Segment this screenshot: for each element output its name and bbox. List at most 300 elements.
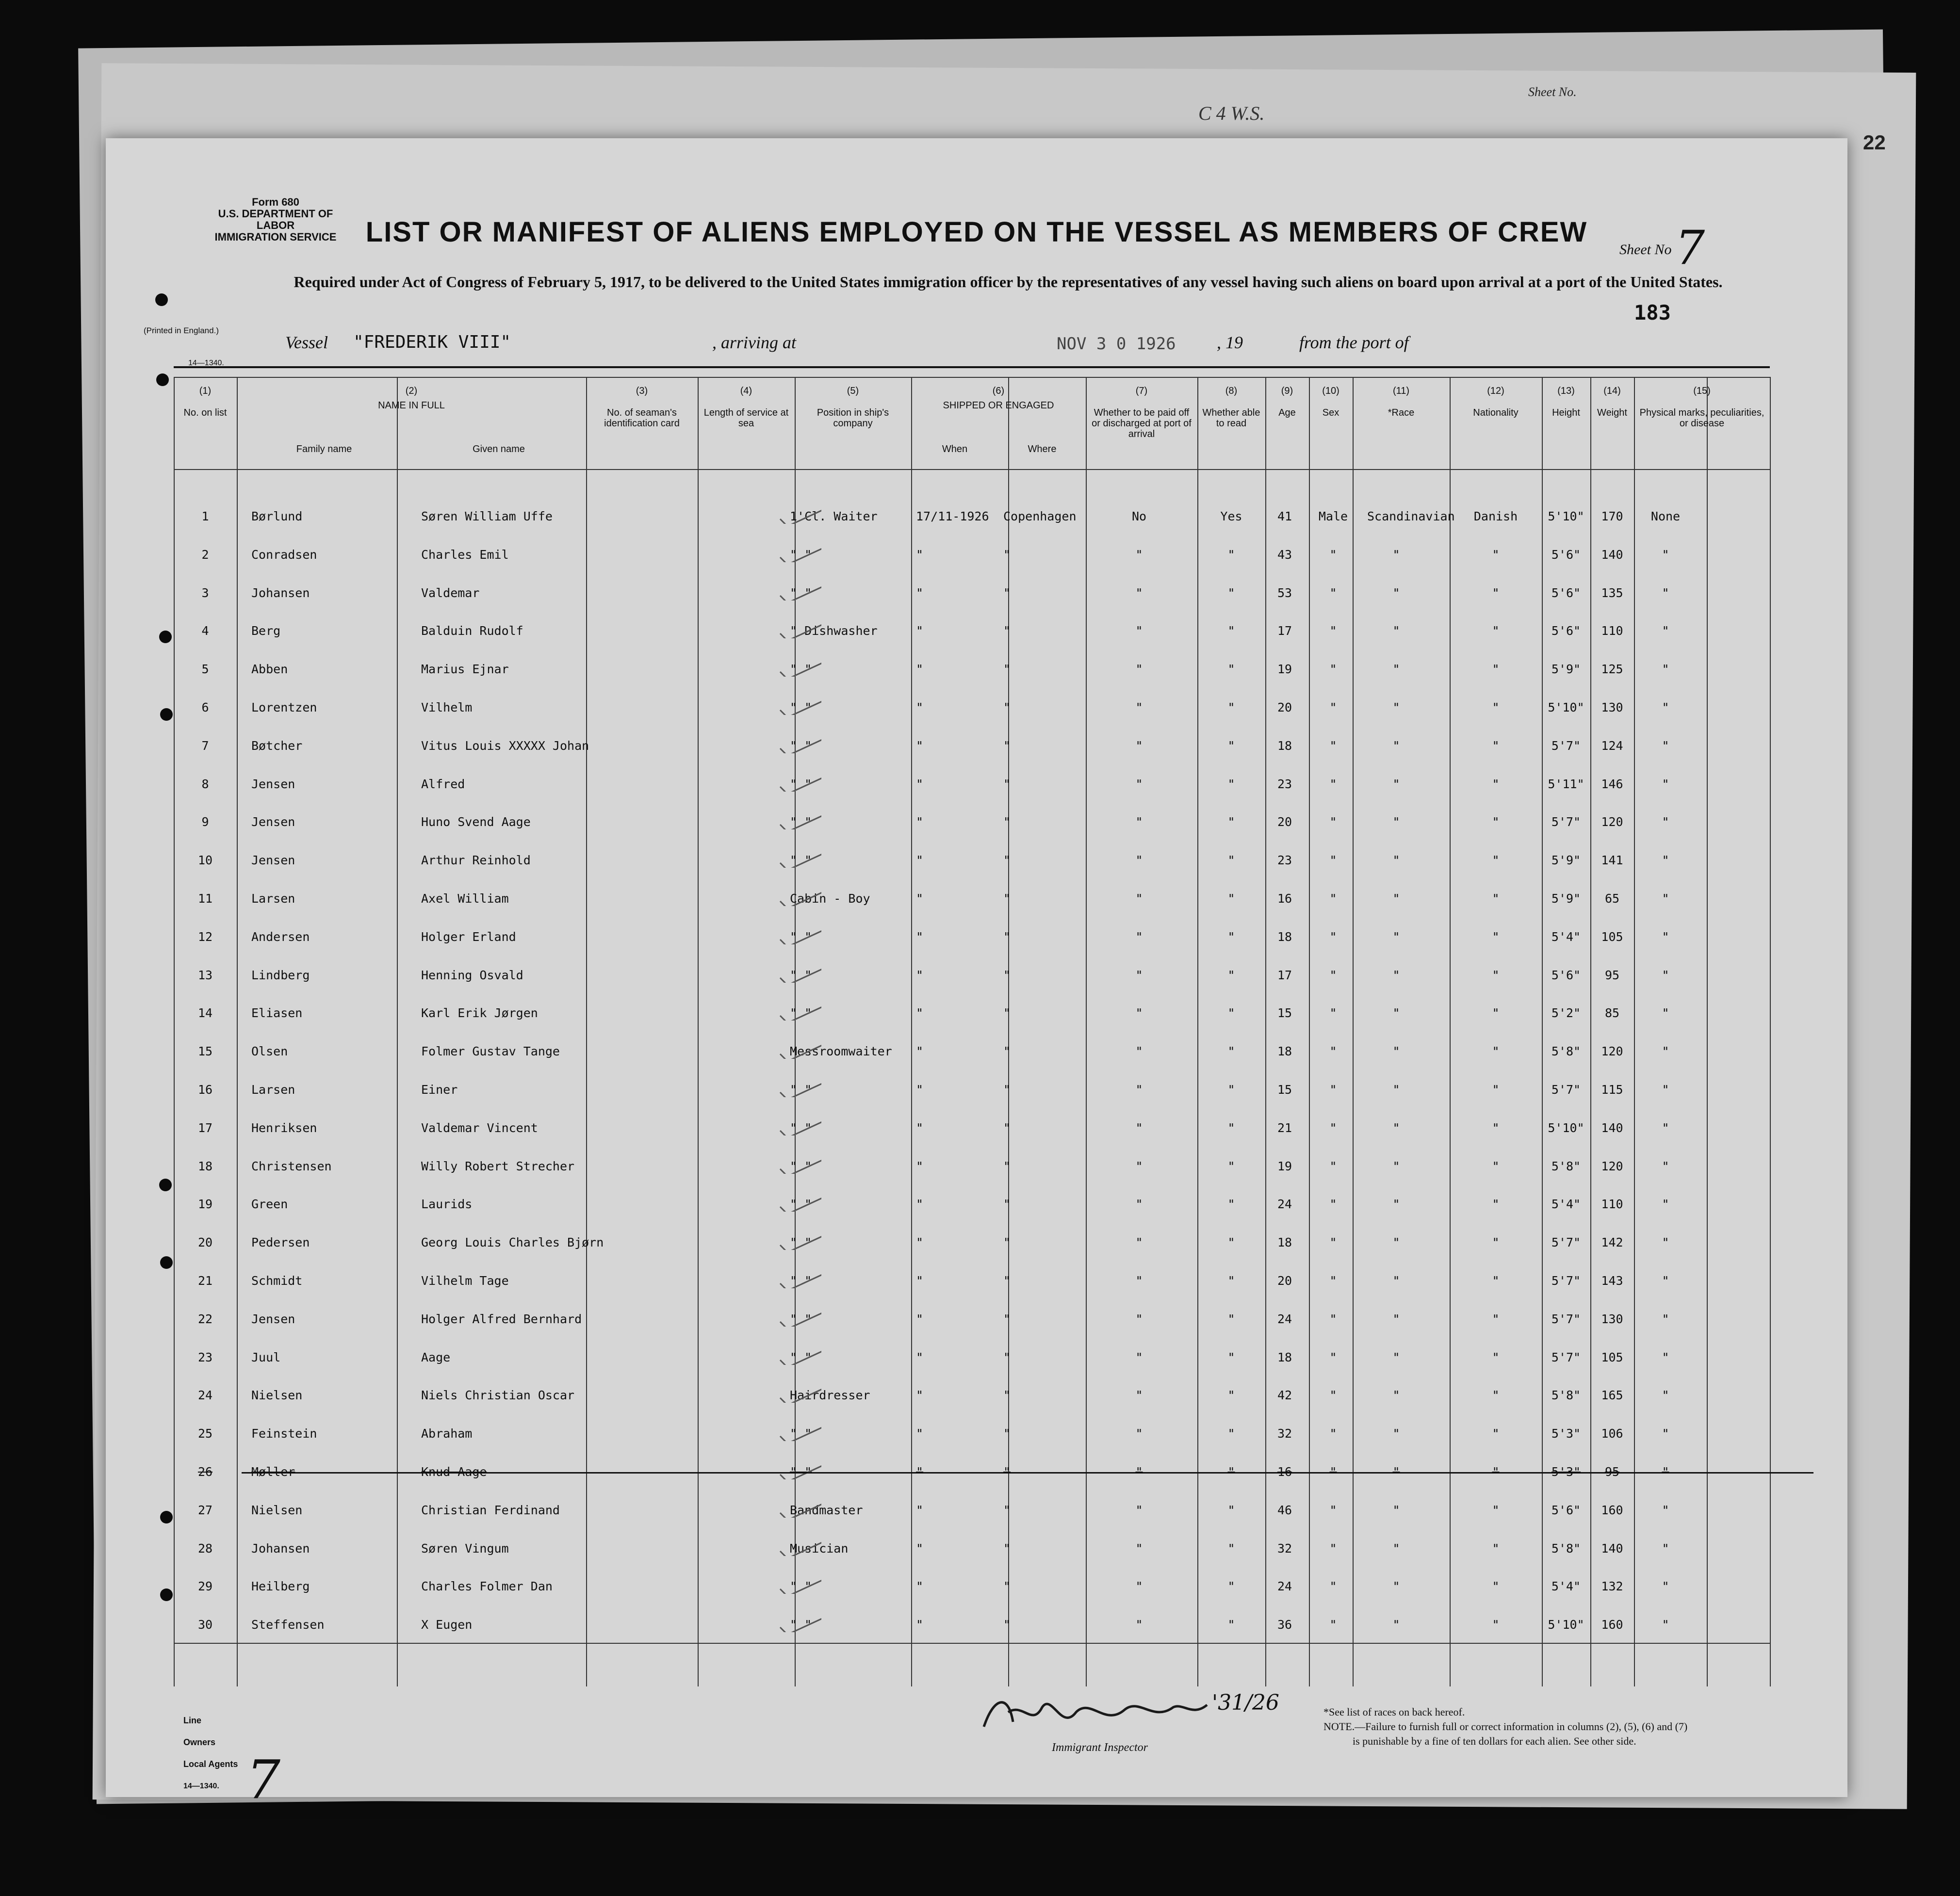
cell-read: " bbox=[1227, 1006, 1235, 1021]
cell-weight: 106 bbox=[1601, 1426, 1623, 1441]
cell-height: 5'4" bbox=[1551, 1579, 1581, 1594]
cell-height: 5'4" bbox=[1551, 929, 1581, 944]
cell-position: " " bbox=[790, 1618, 812, 1632]
cell-marks: " bbox=[1662, 662, 1669, 677]
cell-race: " bbox=[1392, 1618, 1400, 1632]
check-mark-icon bbox=[778, 1603, 821, 1632]
cell-given: Vilhelm bbox=[421, 700, 473, 714]
cell-weight: 110 bbox=[1601, 624, 1623, 638]
cell-read: " bbox=[1227, 1579, 1235, 1594]
cell-given: Henning Osvald bbox=[421, 968, 523, 982]
cell-nat: " bbox=[1492, 624, 1500, 638]
check-mark-icon bbox=[778, 1183, 821, 1212]
cell-race: " bbox=[1392, 1426, 1400, 1441]
cell-where: " bbox=[1003, 815, 1011, 829]
check-mark-stroke bbox=[780, 1262, 821, 1288]
col-border bbox=[174, 377, 175, 1686]
punch-hole bbox=[160, 1511, 173, 1523]
cell-age: 15 bbox=[1277, 1006, 1292, 1021]
col-border bbox=[1634, 377, 1635, 1686]
cell-age: 24 bbox=[1277, 1197, 1292, 1212]
cell-read: " bbox=[1227, 738, 1235, 753]
cell-position: " " bbox=[790, 700, 812, 714]
check-mark-icon bbox=[778, 1527, 821, 1556]
check-mark-icon bbox=[778, 1450, 821, 1479]
cell-no: 15 bbox=[197, 1044, 213, 1059]
cell-position: 1'Cl. Waiter bbox=[790, 509, 878, 523]
cell-marks: None bbox=[1650, 509, 1681, 523]
cell-given: Willy Robert Strecher bbox=[421, 1159, 575, 1173]
cell-height: 5'10" bbox=[1548, 509, 1584, 523]
cell-given: Holger Erland bbox=[421, 929, 516, 944]
cell-age: 42 bbox=[1277, 1388, 1292, 1403]
cell-when: " bbox=[916, 1503, 924, 1517]
cell-sex: " bbox=[1329, 777, 1337, 791]
cell-no: 2 bbox=[201, 547, 209, 562]
cell-position: " " bbox=[790, 585, 812, 600]
cell-family: Johansen bbox=[251, 585, 310, 600]
cell-race: Scandinavian bbox=[1367, 509, 1455, 523]
cell-marks: " bbox=[1662, 1503, 1669, 1517]
cell-position: " " bbox=[790, 968, 812, 982]
column-header: Length of service at sea bbox=[703, 407, 789, 429]
check-mark-icon bbox=[778, 954, 821, 983]
check-mark-icon bbox=[778, 915, 821, 944]
cell-family: Nielsen bbox=[251, 1503, 303, 1517]
cell-marks: " bbox=[1662, 777, 1669, 791]
cell-nat: " bbox=[1492, 1120, 1500, 1135]
cell-weight: 120 bbox=[1601, 1044, 1623, 1059]
cell-paid: " bbox=[1135, 1618, 1143, 1632]
cell-read: " bbox=[1227, 891, 1235, 906]
column-header: Nationality bbox=[1473, 407, 1519, 418]
cell-age: 17 bbox=[1277, 624, 1292, 638]
col-border bbox=[698, 377, 699, 1686]
cell-nat: " bbox=[1492, 738, 1500, 753]
cell-given: Einer bbox=[421, 1083, 458, 1097]
cell-where: " bbox=[1003, 968, 1011, 982]
cell-no: 24 bbox=[197, 1388, 213, 1403]
cell-paid: " bbox=[1135, 1006, 1143, 1021]
cell-weight: 160 bbox=[1601, 1503, 1623, 1517]
cell-no: 5 bbox=[201, 662, 209, 677]
cell-weight: 160 bbox=[1601, 1618, 1623, 1632]
cell-family: Jensen bbox=[251, 777, 295, 791]
cell-read: " bbox=[1227, 968, 1235, 982]
cell-position: " " bbox=[790, 1235, 812, 1250]
cell-no: 26 bbox=[197, 1465, 213, 1479]
cell-race: " bbox=[1392, 1083, 1400, 1097]
check-mark-icon bbox=[778, 1106, 821, 1135]
col-border bbox=[1770, 377, 1771, 1686]
cell-marks: " bbox=[1662, 700, 1669, 714]
cell-marks: " bbox=[1662, 1006, 1669, 1021]
cell-when: " bbox=[916, 1426, 924, 1441]
cell-family: Berg bbox=[251, 624, 281, 638]
cell-age: 20 bbox=[1277, 700, 1292, 714]
cell-race: " bbox=[1392, 853, 1400, 868]
cell-position: " " bbox=[790, 1274, 812, 1288]
cell-sex: " bbox=[1329, 1388, 1337, 1403]
cell-where: " bbox=[1003, 1350, 1011, 1364]
check-mark-stroke bbox=[780, 1414, 821, 1441]
cell-sex: " bbox=[1329, 1579, 1337, 1594]
cell-nat: " bbox=[1492, 815, 1500, 829]
cell-family: Børlund bbox=[251, 509, 303, 523]
cell-paid: " bbox=[1135, 1044, 1143, 1059]
cell-nat: " bbox=[1492, 853, 1500, 868]
cell-family: Steffensen bbox=[251, 1618, 325, 1632]
cell-nat: " bbox=[1492, 1618, 1500, 1632]
cell-sex: " bbox=[1329, 700, 1337, 714]
check-mark-stroke bbox=[780, 803, 821, 829]
cell-when: " bbox=[916, 1618, 924, 1632]
cell-age: 46 bbox=[1277, 1503, 1292, 1517]
cell-no: 12 bbox=[197, 929, 213, 944]
check-mark-stroke bbox=[780, 1453, 821, 1479]
cell-given: Axel William bbox=[421, 891, 509, 906]
check-mark-stroke bbox=[780, 1605, 821, 1632]
signature-date: '31/26 bbox=[1212, 1690, 1279, 1715]
cell-race: " bbox=[1392, 585, 1400, 600]
cell-paid: " bbox=[1135, 1579, 1143, 1594]
cell-position: " " bbox=[790, 815, 812, 829]
cell-paid: " bbox=[1135, 1465, 1143, 1479]
cell-where: " bbox=[1003, 1120, 1011, 1135]
date-stamp: NOV 3 0 1926 bbox=[1057, 334, 1176, 354]
cell-marks: " bbox=[1662, 968, 1669, 982]
cell-age: 16 bbox=[1277, 891, 1292, 906]
cell-where: " bbox=[1003, 1426, 1011, 1441]
footer-labels bbox=[183, 1710, 238, 1797]
cell-no: 3 bbox=[201, 585, 209, 600]
col-border bbox=[397, 377, 398, 1686]
cell-given: Charles Emil bbox=[421, 547, 509, 562]
cell-height: 5'9" bbox=[1551, 853, 1581, 868]
cell-where: " bbox=[1003, 1159, 1011, 1173]
cell-weight: 130 bbox=[1601, 1312, 1623, 1326]
cell-position: Messroomwaiter bbox=[790, 1044, 892, 1059]
col-border bbox=[1542, 377, 1543, 1686]
cell-where: " bbox=[1003, 929, 1011, 944]
column-number: (12) bbox=[1487, 386, 1504, 396]
check-mark-stroke bbox=[780, 688, 821, 715]
check-mark-stroke bbox=[780, 841, 821, 868]
cell-read: " bbox=[1227, 815, 1235, 829]
cell-given: Arthur Reinhold bbox=[421, 853, 531, 868]
cell-weight: 143 bbox=[1601, 1274, 1623, 1288]
cell-height: 5'8" bbox=[1551, 1541, 1581, 1556]
cell-position: " " bbox=[790, 662, 812, 677]
cell-marks: " bbox=[1662, 1120, 1669, 1135]
col-border bbox=[586, 377, 587, 1686]
cell-when: " bbox=[916, 853, 924, 868]
check-mark-icon bbox=[778, 686, 821, 715]
department-name: U.S. DEPARTMENT OF LABOR bbox=[218, 208, 333, 231]
col-border bbox=[1008, 377, 1009, 1686]
cell-given: Christian Ferdinand bbox=[421, 1503, 560, 1517]
cell-family: Jensen bbox=[251, 1312, 295, 1326]
cell-paid: " bbox=[1135, 891, 1143, 906]
cell-paid: " bbox=[1135, 929, 1143, 944]
cell-read: " bbox=[1227, 777, 1235, 791]
cell-given: Søren Vingum bbox=[421, 1541, 509, 1556]
check-mark-icon bbox=[778, 571, 821, 600]
cell-where: " bbox=[1003, 1312, 1011, 1326]
cell-weight: 105 bbox=[1601, 929, 1623, 944]
cell-where: " bbox=[1003, 853, 1011, 868]
cell-paid: " bbox=[1135, 1274, 1143, 1288]
cell-where: " bbox=[1003, 1235, 1011, 1250]
cell-position: " Dishwasher bbox=[790, 624, 878, 638]
cell-marks: " bbox=[1662, 1044, 1669, 1059]
column-number: (8) bbox=[1225, 386, 1238, 396]
cell-family: Heilberg bbox=[251, 1579, 310, 1594]
column-header: Whether able to read bbox=[1202, 407, 1260, 429]
column-number: (11) bbox=[1392, 386, 1410, 396]
cell-where: " bbox=[1003, 1274, 1011, 1288]
cell-height: 5'8" bbox=[1551, 1159, 1581, 1173]
cell-no: 27 bbox=[197, 1503, 213, 1517]
cell-position: " " bbox=[790, 1350, 812, 1364]
cell-age: 18 bbox=[1277, 929, 1292, 944]
cell-position: " " bbox=[790, 1159, 812, 1173]
cell-no: 21 bbox=[197, 1274, 213, 1288]
cell-where: " bbox=[1003, 1541, 1011, 1556]
cell-given: Holger Alfred Bernhard bbox=[421, 1312, 582, 1326]
printed-in-label: (Printed in England.) bbox=[144, 326, 219, 335]
check-mark-icon bbox=[778, 1068, 821, 1097]
cell-no: 18 bbox=[197, 1159, 213, 1173]
check-mark-stroke bbox=[780, 1147, 821, 1174]
cell-read: " bbox=[1227, 1312, 1235, 1326]
cell-sex: " bbox=[1329, 1159, 1337, 1173]
col-border bbox=[911, 377, 912, 1686]
cell-paid: " bbox=[1135, 1197, 1143, 1212]
cell-no: 30 bbox=[197, 1618, 213, 1632]
cell-weight: 140 bbox=[1601, 1541, 1623, 1556]
cell-marks: " bbox=[1662, 1312, 1669, 1326]
cell-weight: 130 bbox=[1601, 700, 1623, 714]
cell-marks: " bbox=[1662, 815, 1669, 829]
top-sheet-label: Sheet No. bbox=[1528, 85, 1577, 99]
footer-handwritten-number: 7 bbox=[246, 1749, 280, 1811]
cell-no: 29 bbox=[197, 1579, 213, 1594]
cell-sex: " bbox=[1329, 1426, 1337, 1441]
cell-marks: " bbox=[1662, 891, 1669, 906]
cell-position: " " bbox=[790, 929, 812, 944]
cell-age: 18 bbox=[1277, 1044, 1292, 1059]
owners-label: Owners bbox=[183, 1737, 216, 1747]
cell-family: Jensen bbox=[251, 853, 295, 868]
cell-no: 20 bbox=[197, 1235, 213, 1250]
cell-read: " bbox=[1227, 624, 1235, 638]
cell-where: " bbox=[1003, 1465, 1011, 1479]
cell-nat: " bbox=[1492, 1503, 1500, 1517]
column-header: Height bbox=[1552, 407, 1580, 418]
cell-height: 5'4" bbox=[1551, 1197, 1581, 1212]
cell-read: " bbox=[1227, 1120, 1235, 1135]
column-header: Whether to be paid off or discharged at port of arrival bbox=[1092, 407, 1192, 439]
check-mark-stroke bbox=[780, 956, 821, 983]
check-mark-stroke bbox=[780, 1185, 821, 1212]
cell-read: " bbox=[1227, 547, 1235, 562]
cell-when: " bbox=[916, 777, 924, 791]
cell-height: 5'9" bbox=[1551, 662, 1581, 677]
check-mark-stroke bbox=[780, 650, 821, 677]
row-border bbox=[174, 377, 1770, 378]
service-name: IMMIGRATION SERVICE bbox=[214, 231, 337, 243]
cell-position: Musician bbox=[790, 1541, 849, 1556]
cell-paid: " bbox=[1135, 547, 1143, 562]
cell-no: 8 bbox=[201, 777, 209, 791]
cell-read: " bbox=[1227, 929, 1235, 944]
cell-sex: " bbox=[1329, 1235, 1337, 1250]
col-border bbox=[1450, 377, 1451, 1686]
cell-height: 5'8" bbox=[1551, 1044, 1581, 1059]
cell-sex: " bbox=[1329, 1350, 1337, 1364]
cell-paid: " bbox=[1135, 1388, 1143, 1403]
column-header: Physical marks, peculiarities, or disease bbox=[1639, 407, 1764, 429]
check-mark-stroke bbox=[780, 1567, 821, 1594]
cell-nat: " bbox=[1492, 1426, 1500, 1441]
cell-age: 24 bbox=[1277, 1312, 1292, 1326]
cell-marks: " bbox=[1662, 1465, 1669, 1479]
cell-when: " bbox=[916, 929, 924, 944]
local-agents-label: Local Agents bbox=[183, 1759, 238, 1769]
cell-race: " bbox=[1392, 738, 1400, 753]
cell-family: Feinstein bbox=[251, 1426, 317, 1441]
cell-weight: 110 bbox=[1601, 1197, 1623, 1212]
cell-position: Cabin - Boy bbox=[790, 891, 870, 906]
cell-read: " bbox=[1227, 1388, 1235, 1403]
cell-race: " bbox=[1392, 700, 1400, 714]
cell-sex: " bbox=[1329, 1120, 1337, 1135]
cell-nat: " bbox=[1492, 1235, 1500, 1250]
cell-no: 1 bbox=[201, 509, 209, 523]
cell-height: 5'6" bbox=[1551, 1503, 1581, 1517]
cell-where: " bbox=[1003, 624, 1011, 638]
column-number: (2) bbox=[405, 386, 418, 396]
check-mark-icon bbox=[778, 839, 821, 868]
cell-position: " " bbox=[790, 853, 812, 868]
cell-read: " bbox=[1227, 585, 1235, 600]
cell-nat: " bbox=[1492, 547, 1500, 562]
cell-weight: 65 bbox=[1604, 891, 1620, 906]
cell-paid: " bbox=[1135, 1503, 1143, 1517]
cell-read: " bbox=[1227, 1503, 1235, 1517]
column-header: *Race bbox=[1388, 407, 1415, 418]
punch-hole bbox=[159, 1179, 172, 1191]
cell-family: Andersen bbox=[251, 929, 310, 944]
cell-race: " bbox=[1392, 1235, 1400, 1250]
cell-paid: " bbox=[1135, 624, 1143, 638]
check-mark-icon bbox=[778, 648, 821, 677]
cell-height: 5'7" bbox=[1551, 1312, 1581, 1326]
cell-age: 19 bbox=[1277, 662, 1292, 677]
column-number: (6) bbox=[992, 386, 1005, 396]
column-number: (1) bbox=[199, 386, 212, 396]
cell-race: " bbox=[1392, 1541, 1400, 1556]
check-mark-icon bbox=[778, 1145, 821, 1174]
cell-age: 17 bbox=[1277, 968, 1292, 982]
cell-race: " bbox=[1392, 1579, 1400, 1594]
cell-nat: " bbox=[1492, 1197, 1500, 1212]
cell-weight: 105 bbox=[1601, 1350, 1623, 1364]
cell-when: " bbox=[916, 1197, 924, 1212]
cell-height: 5'10" bbox=[1548, 1618, 1584, 1632]
from-port-label: from the port of bbox=[1299, 333, 1409, 352]
cell-marks: " bbox=[1662, 1235, 1669, 1250]
footnote bbox=[1323, 1705, 1687, 1749]
cell-given: Laurids bbox=[421, 1197, 473, 1212]
cell-family: Green bbox=[251, 1197, 288, 1212]
cell-when: " bbox=[916, 1274, 924, 1288]
cell-family: Larsen bbox=[251, 1083, 295, 1097]
cell-age: 20 bbox=[1277, 1274, 1292, 1288]
cell-nat: " bbox=[1492, 1541, 1500, 1556]
cell-read: " bbox=[1227, 1274, 1235, 1288]
cell-height: 5'7" bbox=[1551, 1235, 1581, 1250]
cell-when: " bbox=[916, 1044, 924, 1059]
cell-marks: " bbox=[1662, 585, 1669, 600]
check-mark-icon bbox=[778, 1336, 821, 1365]
cell-race: " bbox=[1392, 624, 1400, 638]
check-mark-stroke bbox=[780, 727, 821, 753]
cell-where: " bbox=[1003, 891, 1011, 906]
cell-when: " bbox=[916, 891, 924, 906]
cell-nat: " bbox=[1492, 968, 1500, 982]
cell-nat: " bbox=[1492, 1083, 1500, 1097]
cell-age: 18 bbox=[1277, 738, 1292, 753]
check-mark-icon bbox=[778, 724, 821, 753]
cell-paid: " bbox=[1135, 1083, 1143, 1097]
cell-age: 15 bbox=[1277, 1083, 1292, 1097]
cell-where: " bbox=[1003, 700, 1011, 714]
cell-nat: " bbox=[1492, 929, 1500, 944]
cell-age: 20 bbox=[1277, 815, 1292, 829]
cell-sex: " bbox=[1329, 624, 1337, 638]
column-subheader: When bbox=[942, 444, 968, 454]
strike-line bbox=[242, 1472, 1813, 1474]
cell-marks: " bbox=[1662, 1274, 1669, 1288]
column-number: (4) bbox=[740, 386, 752, 396]
cell-when: " bbox=[916, 815, 924, 829]
manifest-table bbox=[174, 377, 1770, 1686]
cell-sex: " bbox=[1329, 1618, 1337, 1632]
cell-given: Karl Erik Jørgen bbox=[421, 1006, 538, 1021]
cell-where: " bbox=[1003, 738, 1011, 753]
cell-race: " bbox=[1392, 1006, 1400, 1021]
cell-race: " bbox=[1392, 929, 1400, 944]
col-border bbox=[1265, 377, 1266, 1686]
footnote-penalty: NOTE.—Failure to furnish full or correct information in columns (2), (5), (6) and (7) bbox=[1323, 1720, 1688, 1733]
cell-race: " bbox=[1392, 968, 1400, 982]
column-number: (15) bbox=[1693, 386, 1711, 396]
cell-position: " " bbox=[790, 1312, 812, 1326]
cell-marks: " bbox=[1662, 1350, 1669, 1364]
cell-no: 19 bbox=[197, 1197, 213, 1212]
cell-given: Charles Folmer Dan bbox=[421, 1579, 553, 1594]
cell-sex: " bbox=[1329, 585, 1337, 600]
cell-family: Lorentzen bbox=[251, 700, 317, 714]
cell-sex: " bbox=[1329, 815, 1337, 829]
check-mark-stroke bbox=[780, 1491, 821, 1518]
cell-height: 5'7" bbox=[1551, 815, 1581, 829]
cell-where: " bbox=[1003, 1618, 1011, 1632]
cell-given: Niels Christian Oscar bbox=[421, 1388, 575, 1403]
check-mark-stroke bbox=[780, 1223, 821, 1250]
